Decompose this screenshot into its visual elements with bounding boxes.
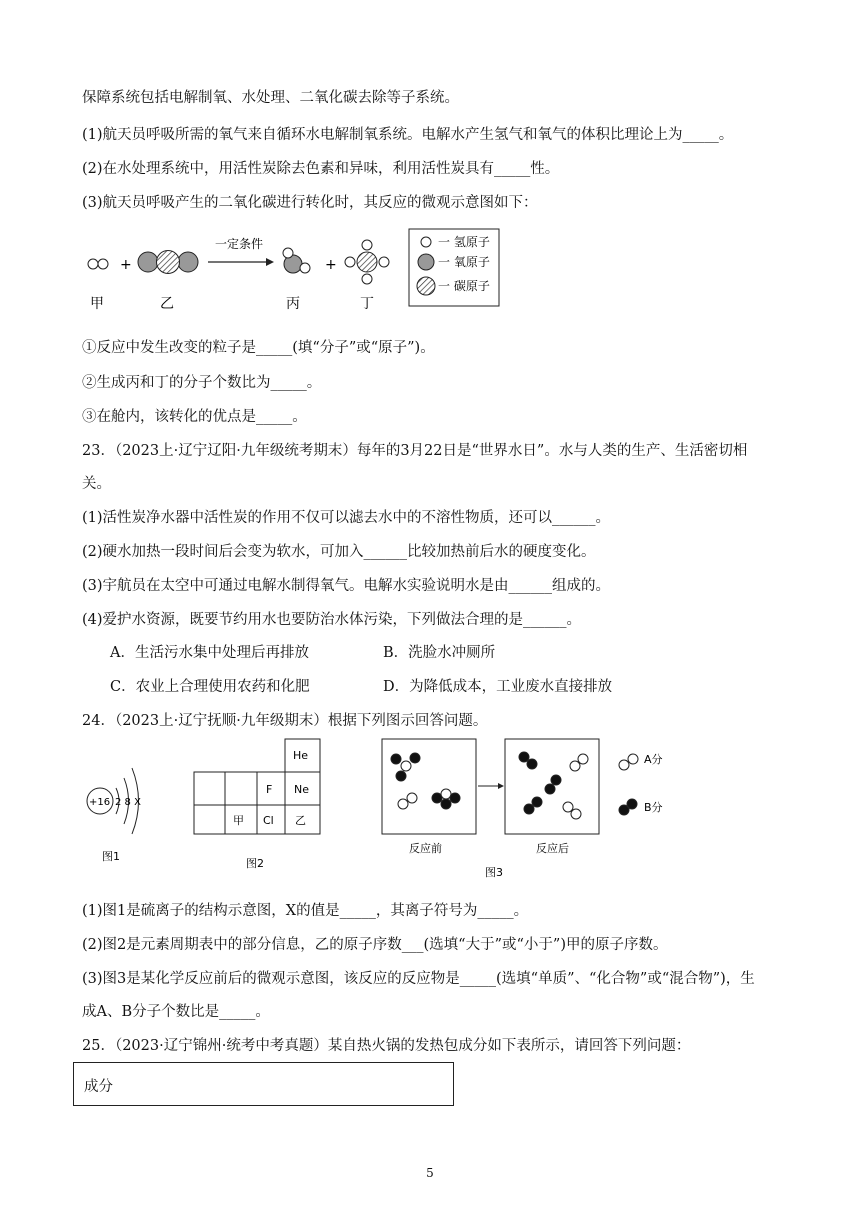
arrow-head: [266, 258, 274, 266]
hydrogen-atom: [283, 248, 293, 258]
option-d: D．为降低成本，工业废水直接排放: [383, 679, 613, 695]
text-line: (1)航天员呼吸所需的氧气来自循环水电解制氧系统。电解水产生氢气和氧气的体积比理论上为_____。: [82, 127, 734, 143]
text-line: (3)图3是某化学反应前后的微观示意图，该反应的反应物是_____(选填“单质”、“化合物”或“混合物”)，生: [82, 971, 755, 987]
plus-sign: +: [120, 257, 132, 273]
carbon-atom: [357, 252, 377, 272]
hydrogen-atom: [345, 257, 355, 267]
plus-sign: +: [325, 257, 337, 273]
legend-oxygen: 一 氧原子: [438, 255, 490, 269]
caption-fig2: 图2: [246, 857, 264, 870]
text-line: ②生成丙和丁的分子个数比为_____。: [82, 375, 322, 391]
hydrogen-atom: [300, 263, 310, 273]
label-bing: 丙: [286, 296, 300, 312]
question-title: 23．（2023上·辽宁辽阳·九年级统考期末）每年的3月22日是“世界水日”。水与人类的生产、生活密切相: [82, 443, 748, 459]
text-line: (4)爱护水资源，既要节约用水也要防治水体污染，下列做法合理的是______。: [82, 612, 582, 628]
text-line: ①反应中发生改变的粒子是_____(填“分子”或“原子”)。: [82, 340, 435, 356]
legend-hydrogen-icon: [421, 237, 431, 247]
cell-ne: Ne: [294, 783, 309, 796]
page-number: 5: [426, 1166, 434, 1180]
text-line: 成A、B分子个数比是_____。: [82, 1004, 270, 1020]
label-yi: 乙: [160, 296, 174, 312]
condition-label: 一定条件: [215, 237, 264, 251]
text-line: (1)活性炭净水器中活性炭的作用不仅可以滤去水中的不溶性物质，还可以______。: [82, 510, 611, 526]
text-line: (2)图2是元素周期表中的部分信息，乙的原子序数___(选填“大于”或“小于”)甲的原子序数。: [82, 937, 668, 953]
legend-oxygen-icon: [418, 254, 434, 270]
oxygen-atom: [138, 252, 158, 272]
molecule-a-icon: [619, 760, 629, 770]
shell-electrons: 2 8 X: [115, 797, 141, 808]
label-a: A分: [644, 753, 663, 766]
question-title: 24．（2023上·辽宁抚顺·九年级期末）根据下列图示回答问题。: [82, 713, 488, 729]
text-line: ③在舱内，该转化的优点是_____。: [82, 409, 307, 425]
ingredient-table: [73, 1062, 454, 1106]
label-ding: 丁: [360, 296, 374, 312]
text-line: (2)在水处理系统中，用活性炭除去色素和异味，利用活性炭具有_____性。: [82, 161, 560, 177]
legend-hydrogen: 一 氢原子: [438, 235, 490, 249]
caption-fig3: 图3: [485, 866, 503, 879]
hydrogen-atom: [362, 274, 372, 284]
text-line: 关。: [82, 476, 111, 492]
cell-he: He: [293, 749, 309, 762]
molecule-b-icon: [627, 799, 637, 809]
hydrogen-atom: [88, 259, 98, 269]
label-b: B分: [644, 801, 663, 814]
reaction-micro-diagram: [82, 222, 522, 322]
molecule-a-icon: [628, 754, 638, 764]
oxygen-atom: [178, 252, 198, 272]
cell-yi: 乙: [295, 814, 306, 827]
label-after: 反应后: [536, 842, 569, 855]
cell-f: F: [266, 783, 273, 796]
legend-carbon: 一 碳原子: [438, 279, 490, 293]
option-c: C．农业上合理使用农药和化肥: [110, 679, 310, 695]
text-line: (3)宇航员在太空中可通过电解水制得氧气。电解水实验说明水是由______组成的。: [82, 578, 611, 594]
caption-fig1: 图1: [102, 850, 120, 863]
text-line: (3)航天员呼吸产生的二氧化碳进行转化时，其反应的微观示意图如下：: [82, 195, 538, 211]
text-line: 保障系统包括电解制氧、水处理、二氧化碳去除等子系统。: [82, 90, 459, 106]
table-header-cell: 成分: [84, 1079, 113, 1095]
option-a: A．生活污水集中处理后再排放: [110, 645, 309, 661]
question-title: 25．（2023·辽宁锦州·统考中考真题）某自热火锅的发热包成分如下表所示，请回答下列问题：: [82, 1038, 691, 1054]
label-jia: 甲: [90, 296, 104, 312]
nucleus-charge: +16: [89, 797, 111, 808]
cell-jia: 甲: [233, 814, 244, 827]
figures-1-2-3: [80, 736, 720, 886]
label-before: 反应前: [409, 842, 442, 855]
hydrogen-atom: [98, 259, 108, 269]
option-b: B．洗脸水冲厕所: [383, 645, 496, 661]
carbon-atom: [157, 251, 180, 274]
before-box: [382, 739, 476, 834]
text-line: (2)硬水加热一段时间后会变为软水，可加入______比较加热前后水的硬度变化。: [82, 544, 596, 560]
text-line: (1)图1是硫离子的结构示意图，X的值是_____，其离子符号为_____。: [82, 903, 529, 919]
legend-carbon-icon: [417, 277, 435, 295]
hydrogen-atom: [362, 240, 372, 250]
hydrogen-atom: [379, 257, 389, 267]
arrow-head: [498, 783, 504, 789]
cell-cl: Cl: [263, 814, 274, 827]
